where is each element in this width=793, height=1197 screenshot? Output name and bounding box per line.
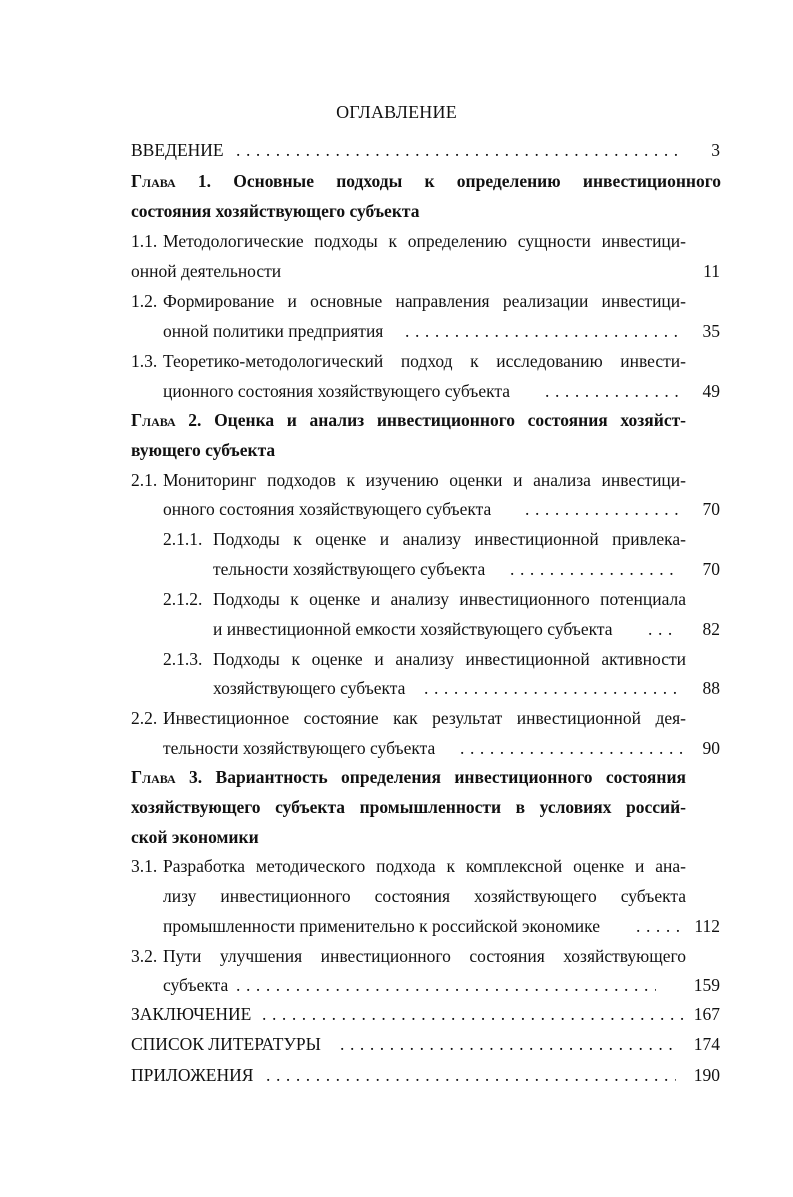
- section-title-line: онной политики предприятия: [163, 321, 384, 341]
- toc-entry-1-1-cont: [0, 256, 793, 286]
- section-title-line: Подходы к оценке и анализу инвестиционной привлека-: [213, 529, 686, 549]
- toc-entry-bibliography[interactable]: [0, 1029, 793, 1059]
- page-number: 70: [702, 499, 720, 519]
- toc-chapter-3-cont: [0, 792, 793, 822]
- chapter-heading-line: вующего субъекта: [131, 440, 276, 460]
- section-title-line: лизу инвестиционного состояния хозяйствующего субъекта: [163, 886, 686, 906]
- dot-leader: [405, 316, 684, 346]
- page-number: 112: [694, 916, 720, 936]
- page-number: 90: [702, 738, 720, 758]
- toc-entry-appendices[interactable]: [0, 1060, 793, 1090]
- toc-entry-3-2[interactable]: [0, 941, 793, 971]
- page-number: 35: [702, 321, 720, 341]
- section-number: 2.1.: [131, 470, 158, 490]
- dot-leader: [525, 494, 684, 524]
- toc-entry-2-2-cont: [0, 733, 793, 763]
- toc-entry-2-1[interactable]: [0, 465, 793, 495]
- page-title: ОГЛАВЛЕНИЕ: [336, 102, 457, 122]
- page-number: 174: [693, 1034, 720, 1054]
- section-title-line: и инвестиционной емкости хозяйствующего субъекта: [213, 619, 613, 639]
- dot-leader: [340, 1029, 676, 1059]
- chapter-heading-line: состояния хозяйствующего субъекта: [131, 201, 420, 221]
- toc-chapter-2-cont: [0, 435, 793, 465]
- toc-entry-3-2-cont: [0, 970, 793, 1000]
- section-title-line: Формирование и основные направления реализации инвестици-: [163, 291, 686, 311]
- section-number: 2.1.2.: [163, 589, 203, 609]
- section-title-line: Пути улучшения инвестиционного состояния хозяйствующего: [163, 946, 686, 966]
- section-title-line: онной деятельности: [131, 261, 282, 281]
- dot-leader: [460, 733, 684, 763]
- toc-entry-3-1-cont: [0, 881, 793, 911]
- chapter-heading-line: Глава 2. Оценка и анализ инвестиционного состояния хозяйст-: [131, 410, 686, 430]
- chapter-heading-line: Глава 1. Основные подходы к определению инвестиционного: [131, 171, 721, 191]
- section-title-line: тельности хозяйствующего субъекта: [213, 559, 486, 579]
- page-number: 3: [711, 140, 720, 160]
- toc-entry-2-1-2[interactable]: [0, 584, 793, 614]
- dot-leader: [236, 970, 656, 1000]
- toc-entry-1-2-cont: [0, 316, 793, 346]
- toc-entry-2-1-1[interactable]: [0, 524, 793, 554]
- section-title-line: хозяйствующего субъекта: [213, 678, 406, 698]
- section-number: 1.3.: [131, 351, 158, 371]
- toc-entry-2-1-3[interactable]: [0, 644, 793, 674]
- page-number: 159: [693, 975, 720, 995]
- dot-leader: [636, 911, 684, 941]
- toc-entry-1-1[interactable]: [0, 226, 793, 256]
- entry-label: СПИСОК ЛИТЕРАТУРЫ: [131, 1034, 321, 1054]
- section-number: 3.2.: [131, 946, 158, 966]
- section-number: 2.2.: [131, 708, 158, 728]
- toc-entry-2-1-1-cont: [0, 554, 793, 584]
- dot-leader: [648, 614, 676, 644]
- toc-entry-2-1-3-cont: [0, 673, 793, 703]
- section-title-line: Подходы к оценке и анализу инвестиционной активности: [213, 649, 686, 669]
- toc-entry-3-1[interactable]: [0, 851, 793, 881]
- section-title-line: Мониторинг подходов к изучению оценки и анализа инвестици-: [163, 470, 686, 490]
- entry-label: ЗАКЛЮЧЕНИЕ: [131, 1004, 252, 1024]
- dot-leader: [545, 376, 684, 406]
- toc-chapter-1-cont: [0, 196, 793, 226]
- page-number: 167: [693, 1004, 720, 1024]
- section-title-line: Инвестиционное состояние как результат инвестиционной дея-: [163, 708, 686, 728]
- chapter-heading-line: хозяйствующего субъекта промышленности в условиях россий-: [131, 797, 686, 817]
- toc-chapter-3-cont2: [0, 822, 793, 852]
- section-number: 1.2.: [131, 291, 158, 311]
- toc-entry-intro[interactable]: [0, 135, 793, 165]
- section-number: 2.1.3.: [163, 649, 203, 669]
- toc-entry-1-3[interactable]: [0, 346, 793, 376]
- section-title-line: Методологические подходы к определению сущности инвестици-: [163, 231, 686, 251]
- page-number: 70: [702, 559, 720, 579]
- page-number: 11: [703, 261, 720, 281]
- toc-entry-2-1-cont: [0, 494, 793, 524]
- page-number: 49: [702, 381, 720, 401]
- section-title-line: тельности хозяйствующего субъекта: [163, 738, 436, 758]
- entry-label: ВВЕДЕНИЕ: [131, 140, 224, 160]
- toc-entry-1-2[interactable]: [0, 286, 793, 316]
- section-title-line: Разработка методического подхода к комплексной оценке и ана-: [163, 856, 686, 876]
- entry-label: ПРИЛОЖЕНИЯ: [131, 1065, 254, 1085]
- toc-chapter-1[interactable]: [0, 166, 793, 196]
- section-number: 1.1.: [131, 231, 158, 251]
- chapter-heading-line: Глава 3. Вариантность определения инвестиционного состояния: [131, 767, 686, 787]
- page-number: 82: [702, 619, 720, 639]
- page-number: 88: [702, 678, 720, 698]
- toc-entry-3-1-cont2: [0, 911, 793, 941]
- dot-leader: [510, 554, 676, 584]
- chapter-heading-line: ской экономики: [131, 827, 259, 847]
- dot-leader: [424, 673, 676, 703]
- dot-leader: [266, 1060, 676, 1090]
- dot-leader: [262, 999, 684, 1029]
- page-number: 190: [693, 1065, 720, 1085]
- section-title-line: ционного состояния хозяйствующего субъекта: [163, 381, 511, 401]
- section-title-line: субъекта: [163, 975, 229, 995]
- section-number: 3.1.: [131, 856, 158, 876]
- toc-chapter-2[interactable]: [0, 405, 793, 435]
- section-title-line: Теоретико-методологический подход к исследованию инвести-: [163, 351, 686, 371]
- section-title-line: онного состояния хозяйствующего субъекта: [163, 499, 492, 519]
- toc-entry-2-2[interactable]: [0, 703, 793, 733]
- toc-chapter-3[interactable]: [0, 762, 793, 792]
- dot-leader: [236, 135, 684, 165]
- toc-entry-2-1-2-cont: [0, 614, 793, 644]
- toc-entry-1-3-cont: [0, 376, 793, 406]
- section-number: 2.1.1.: [163, 529, 203, 549]
- toc-entry-conclusion[interactable]: [0, 999, 793, 1029]
- section-title-line: Подходы к оценке и анализу инвестиционного потенциала: [213, 589, 686, 609]
- section-title-line: промышленности применительно к российской экономике: [163, 916, 600, 936]
